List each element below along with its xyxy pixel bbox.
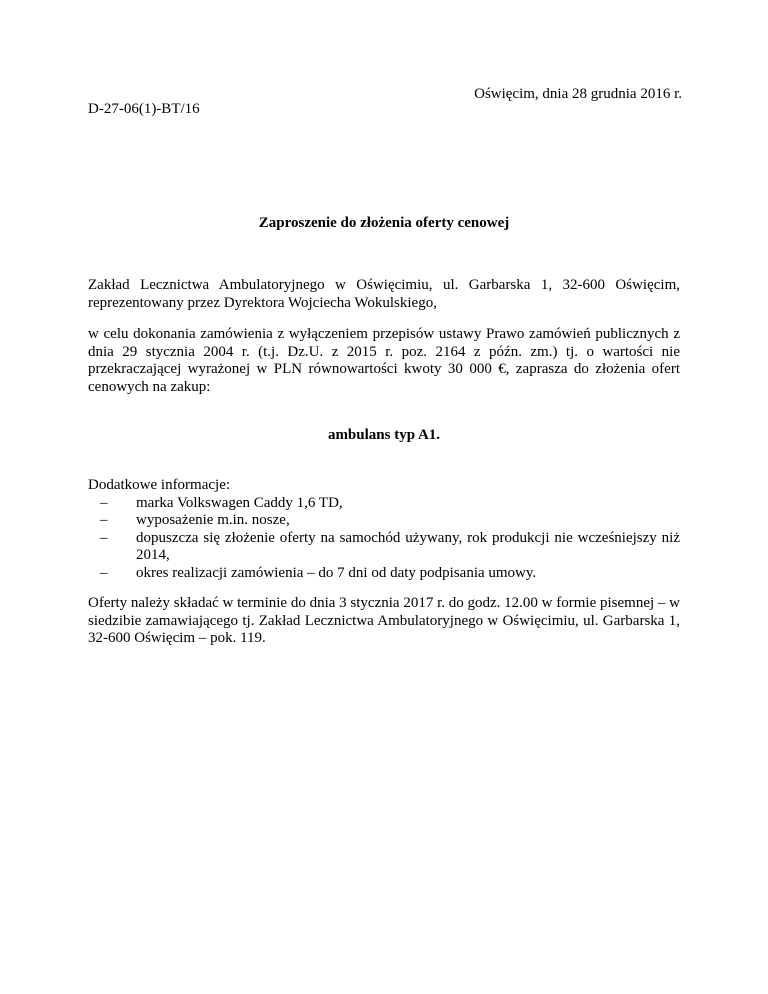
additional-info	[88, 477, 680, 582]
list-item-text: marka Volkswagen Caddy 1,6 TD,	[136, 494, 343, 511]
list-item	[88, 565, 680, 583]
list-item	[88, 512, 680, 530]
dash-bullet: –	[100, 564, 108, 581]
place-date: Oświęcim, dnia 28 grudnia 2016 r.	[474, 86, 682, 102]
dash-bullet: –	[100, 494, 108, 511]
list-item-text: dopuszcza się złożenie oferty na samochód używany, rok produkcji nie wcześniejszy niż 2014,	[136, 529, 680, 563]
list-item	[88, 495, 680, 513]
document-title: Zaproszenie do złożenia oferty cenowej	[258, 215, 510, 231]
additional-info-heading: Dodatkowe informacje:	[88, 477, 231, 493]
list-item-text: wyposażenie m.in. nosze,	[136, 512, 290, 528]
purpose-paragraph: w celu dokonania zamówienia z wyłączeniem przepisów ustawy Prawo zamówień publicznych z dnia 29 stycznia 2004 r. (t.j. Dz.U. z 2015 r. poz. 2164 z późn. zm.) tj. o wartości nie przekraczającej wyrażonej w PLN równowartości kwoty 30 000 €, zaprasza do złożenia ofert cenowych na zakup:	[88, 326, 680, 395]
list-item-text: okres realizacji zamówienia – do 7 dni od daty podpisania umowy.	[136, 564, 537, 581]
intro-paragraph: Zakład Lecznictwa Ambulatoryjnego w Oświęcimiu, ul. Garbarska 1, 32-600 Oświęcim, reprezentowany przez Dyrektora Wojciecha Wokulskiego,	[88, 277, 680, 311]
list-item	[88, 530, 680, 565]
offers-paragraph: Oferty należy składać w terminie do dnia 3 stycznia 2017 r. do godz. 12.00 w formie pisemnej – w siedzibie zamawiającego tj. Zakład Lecznictwa Ambulatoryjnego w Oświęcimiu, ul. Garbarska 1, 32-600 Oświęcim – pok. 119.	[88, 595, 680, 646]
additional-info-list	[88, 495, 680, 583]
reference-number: D-27-06(1)-BT/16	[88, 101, 200, 117]
order-subject: ambulans typ A1.	[327, 427, 441, 443]
dash-bullet: –	[100, 529, 108, 546]
dash-bullet: –	[100, 512, 108, 528]
